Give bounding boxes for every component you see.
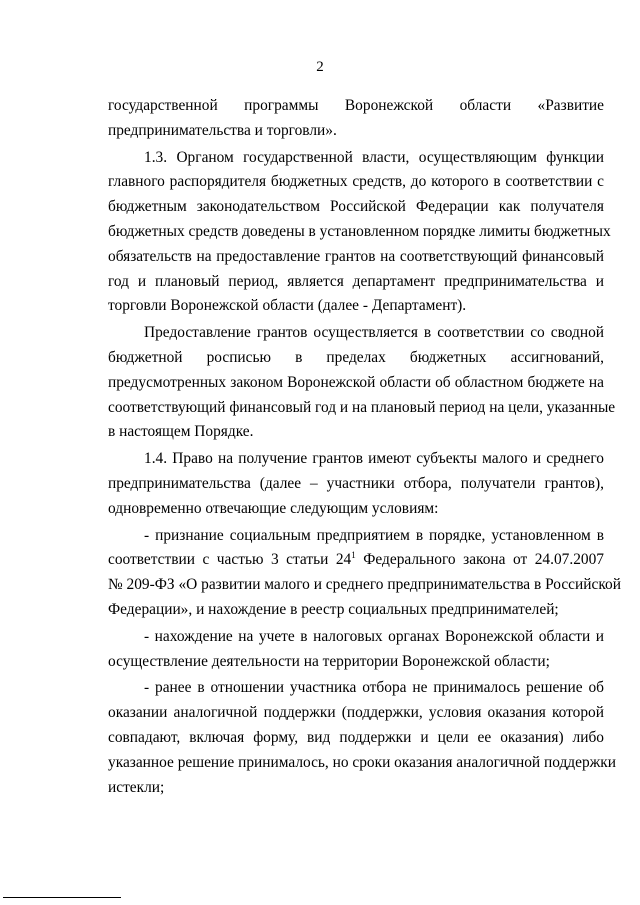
text-line: год и плановый период, является департамент предпринимательства и [108, 272, 604, 290]
text-line: осуществление деятельности на территории Воронежской области; [108, 652, 550, 670]
text-line: бюджетных средств доведены в установленном порядке лимиты бюджетных [108, 222, 611, 240]
text-line: обязательств на предоставление грантов на соответствующий финансовый [108, 247, 604, 265]
text-line: торговли Воронежской области (далее - Департамент). [108, 297, 467, 315]
text-line: истекли; [108, 778, 165, 796]
text-line: предпринимательства и торговли». [108, 121, 337, 139]
footnote-separator [3, 897, 121, 898]
text-line: предпринимательства (далее – участники отбора, получатели грантов), [108, 474, 604, 492]
text-fragment: соответствии с частью 3 статьи 24 [108, 551, 352, 569]
text-line: предусмотренных законом Воронежской области об областном бюджете на [108, 373, 604, 391]
text-line: оказании аналогичной поддержки (поддержки, условия оказания которой [108, 704, 604, 722]
paragraph-1-4 [108, 447, 604, 521]
page-number: 2 [316, 59, 324, 75]
text-line: одновременно отвечающие следующим условиям: [108, 499, 439, 517]
text-line: - признание социальным предприятием в порядке, установленном в [144, 526, 604, 544]
paragraph-program-name [108, 94, 604, 144]
text-line: 1.4. Право на получение грантов имеют субъекты малого и среднего [144, 450, 604, 468]
text-line: - нахождение на учете в налоговых органах Воронежской области и [144, 627, 604, 645]
superscript-marker: 1 [351, 550, 356, 561]
paragraph-grant-provision [108, 321, 616, 445]
document-body [108, 94, 621, 802]
text-line: указанное решение принималось, но сроки оказания аналогичной поддержки [108, 753, 617, 771]
text-line: в настоящем Порядке. [108, 423, 254, 441]
text-line: 1.3. Органом государственной власти, осуществляющим функции [144, 148, 604, 166]
text-fragment: Федерального закона от 24.07.2007 [355, 551, 604, 569]
text-line: соответствующий финансовый год и на плановый период на цели, указанные [108, 398, 616, 416]
text-line: Федерации», и нахождение в реестр социальных предпринимателей; [108, 600, 559, 618]
text-line: № 209-ФЗ «О развитии малого и среднего предпринимательства в Российской [108, 576, 621, 594]
condition-tax-registration [108, 625, 604, 675]
paragraph-1-3 [108, 146, 611, 320]
condition-no-prior-support [108, 676, 617, 800]
text-line: бюджетной росписью в пределах бюджетных ассигнований, [108, 348, 604, 366]
text-line: государственной программы Воронежской области «Развитие [108, 97, 604, 114]
text-line-with-footnote [108, 548, 604, 573]
text-line: главного распорядителя бюджетных средств, до которого в соответствии с [108, 173, 604, 191]
condition-social-enterprise [108, 524, 621, 623]
text-line: совпадают, включая форму, вид поддержки и цели ее оказания) либо [108, 728, 604, 746]
text-line: - ранее в отношении участника отбора не принималось решение об [144, 679, 604, 697]
text-line: бюджетным законодательством Российской Федерации как получателя [108, 198, 604, 216]
text-line: Предоставление грантов осуществляется в соответствии со сводной [144, 324, 604, 342]
